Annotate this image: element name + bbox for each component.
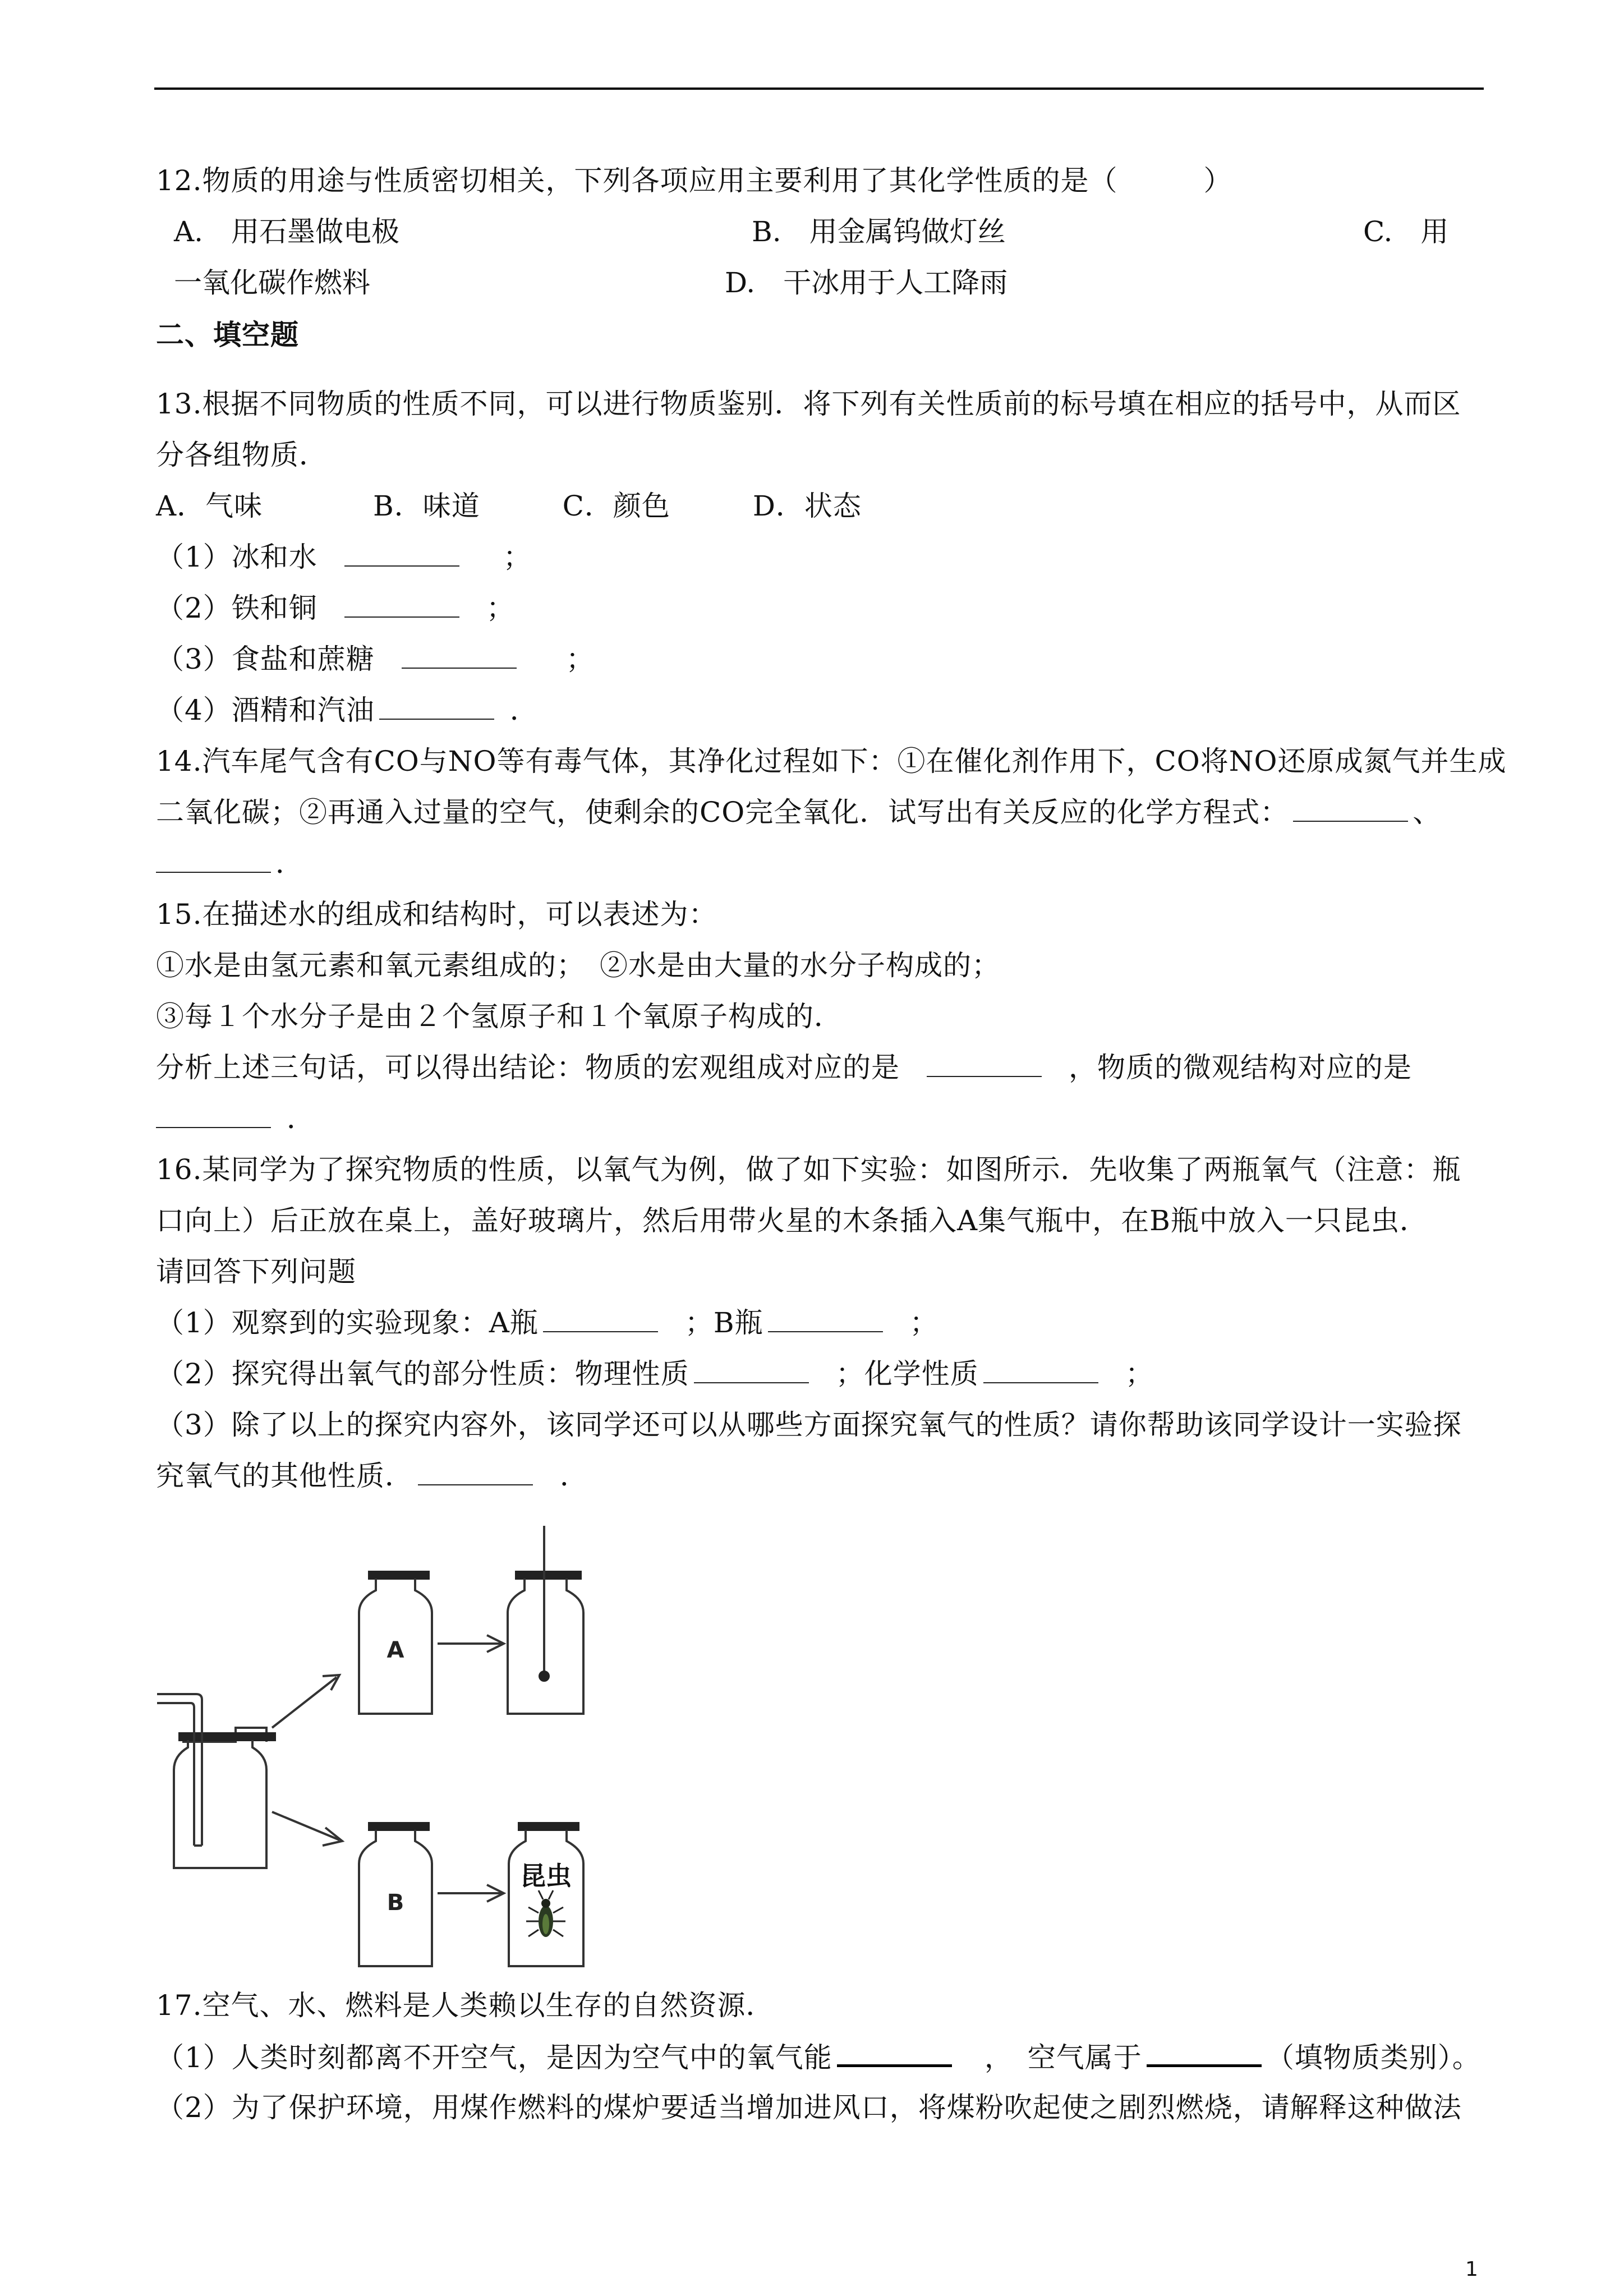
answer-blank[interactable] [344, 541, 459, 567]
q16-part2: （2）探究得出氧气的部分性质：物理性质 ；化学性质 ； [156, 1358, 1154, 1390]
q15-line3: ③每１个水分子是由２个氢原子和１个氧原子构成的． [156, 1000, 843, 1033]
q13-part3: （3）食盐和蔗糖 ； [156, 643, 595, 675]
q12-option-c-continued: 一氧化碳作燃料 [174, 266, 370, 299]
q17-part1: （1）人类时刻都离不开空气，是因为空气中的氧气能 ， 空气属于 （填物质类别）。 [156, 2040, 1481, 2074]
q12-stem: 12.物质的用途与性质密切相关，下列各项应用主要利用了其化学性质的是（ ） [156, 164, 1232, 197]
q12-option-a: A. 用石墨做电极 [174, 215, 400, 248]
answer-blank[interactable] [156, 847, 271, 873]
q17-part2: （2）为了保护环境，用煤作燃料的煤炉要适当增加进风口，将煤粉吹起使之剧烈燃烧，请解释这种做法 [156, 2091, 1462, 2124]
section-title: 二、填空题 [156, 318, 299, 351]
answer-blank[interactable] [344, 592, 459, 618]
q12-option-d: D. 干冰用于人工降雨 [725, 266, 1008, 299]
q14-line2: 二氧化碳；②再通入过量的空气，使剩余的CO完全氧化．试写出有关反应的化学方程式： 、 [156, 796, 1442, 829]
insect-icon [526, 1890, 565, 1937]
q14-line1: 14.汽车尾气含有CO与NO等有毒气体，其净化过程如下：①在催化剂作用下，CO将NO还原成氮气并生成 [156, 745, 1507, 777]
answer-blank[interactable] [837, 2040, 952, 2067]
answer-blank[interactable] [156, 1102, 271, 1128]
answer-blank[interactable] [543, 1306, 658, 1332]
q16-line3: 请回答下列问题 [156, 1255, 356, 1288]
collection-bottle [157, 1694, 275, 1868]
q13-choice-a: A．气味 [156, 490, 263, 522]
oxygen-experiment-figure [151, 1520, 623, 1980]
bottle-a-label: A [387, 1637, 404, 1663]
answer-blank[interactable] [1293, 796, 1408, 822]
q13-choice-b: B．味道 [373, 490, 480, 522]
arrow-to-b [272, 1812, 339, 1840]
q17-line1: 17.空气、水、燃料是人类赖以生存的自然资源． [156, 1989, 775, 2022]
answer-blank[interactable] [694, 1358, 809, 1383]
q13-part1: （1）冰和水 ； [156, 541, 532, 573]
q13-part4: （4）酒精和汽油 ． [156, 694, 539, 726]
bottle-b-with-insect [509, 1823, 583, 1966]
q15-line4: 分析上述三句话，可以得出结论：物质的宏观组成对应的是 ，物质的微观结构对应的是 [156, 1051, 1412, 1084]
q15-line1: 15.在描述水的组成和结构时，可以表述为： [156, 898, 717, 931]
answer-blank[interactable] [768, 1306, 883, 1332]
q16-line1: 16.某同学为了探究物质的性质，以氧气为例，做了如下实验：如图所示．先收集了两瓶氧气（注意：瓶 [156, 1153, 1461, 1186]
answer-blank[interactable] [927, 1051, 1042, 1077]
q16-part3: （3）除了以上的探究内容外，该同学还可以从哪些方面探究氧气的性质？请你帮助该同学设计一实验探 [156, 1409, 1462, 1441]
q14-line3: ． [156, 846, 304, 880]
answer-blank[interactable] [379, 694, 494, 720]
q16-part1: （1）观察到的实验现象：A瓶 ；B瓶 ； [156, 1306, 938, 1339]
q13-line2: 分各组物质． [156, 439, 328, 471]
page-number: 1 [1465, 2258, 1478, 2281]
q12-option-c: C. 用 [1363, 215, 1449, 248]
bottle-a-with-splint [508, 1526, 583, 1714]
bottle-b-label: B [387, 1890, 404, 1916]
answer-blank[interactable] [418, 1460, 533, 1485]
q13-line1: 13.根据不同物质的性质不同，可以进行物质鉴别．将下列有关性质前的标号填在相应的括号中，从而区 [156, 388, 1461, 420]
q13-choice-d: D．状态 [752, 490, 862, 522]
q13-choice-c: C．颜色 [562, 490, 670, 522]
answer-blank[interactable] [402, 643, 517, 669]
answer-blank[interactable] [983, 1358, 1098, 1383]
q13-choices [156, 489, 862, 523]
header-rule [154, 88, 1484, 90]
insect-label: 昆虫 [520, 1861, 572, 1891]
q15-line5: ． [156, 1102, 315, 1135]
q16-part3-cont: 究氧气的其他性质． ． [156, 1460, 588, 1492]
q16-line2: 口向上）后正放在桌上，盖好玻璃片，然后用带火星的木条插入A集气瓶中，在B瓶中放入一只昆虫． [156, 1204, 1428, 1237]
q15-line2: ①水是由氢元素和氧元素组成的； ②水是由大量的水分子构成的； [156, 949, 1000, 982]
q13-part2: （2）铁和铜 ； [156, 592, 515, 624]
answer-blank[interactable] [1147, 2040, 1262, 2067]
q12-option-b: B. 用金属钨做灯丝 [752, 215, 1006, 248]
arrow-to-a [272, 1677, 337, 1728]
